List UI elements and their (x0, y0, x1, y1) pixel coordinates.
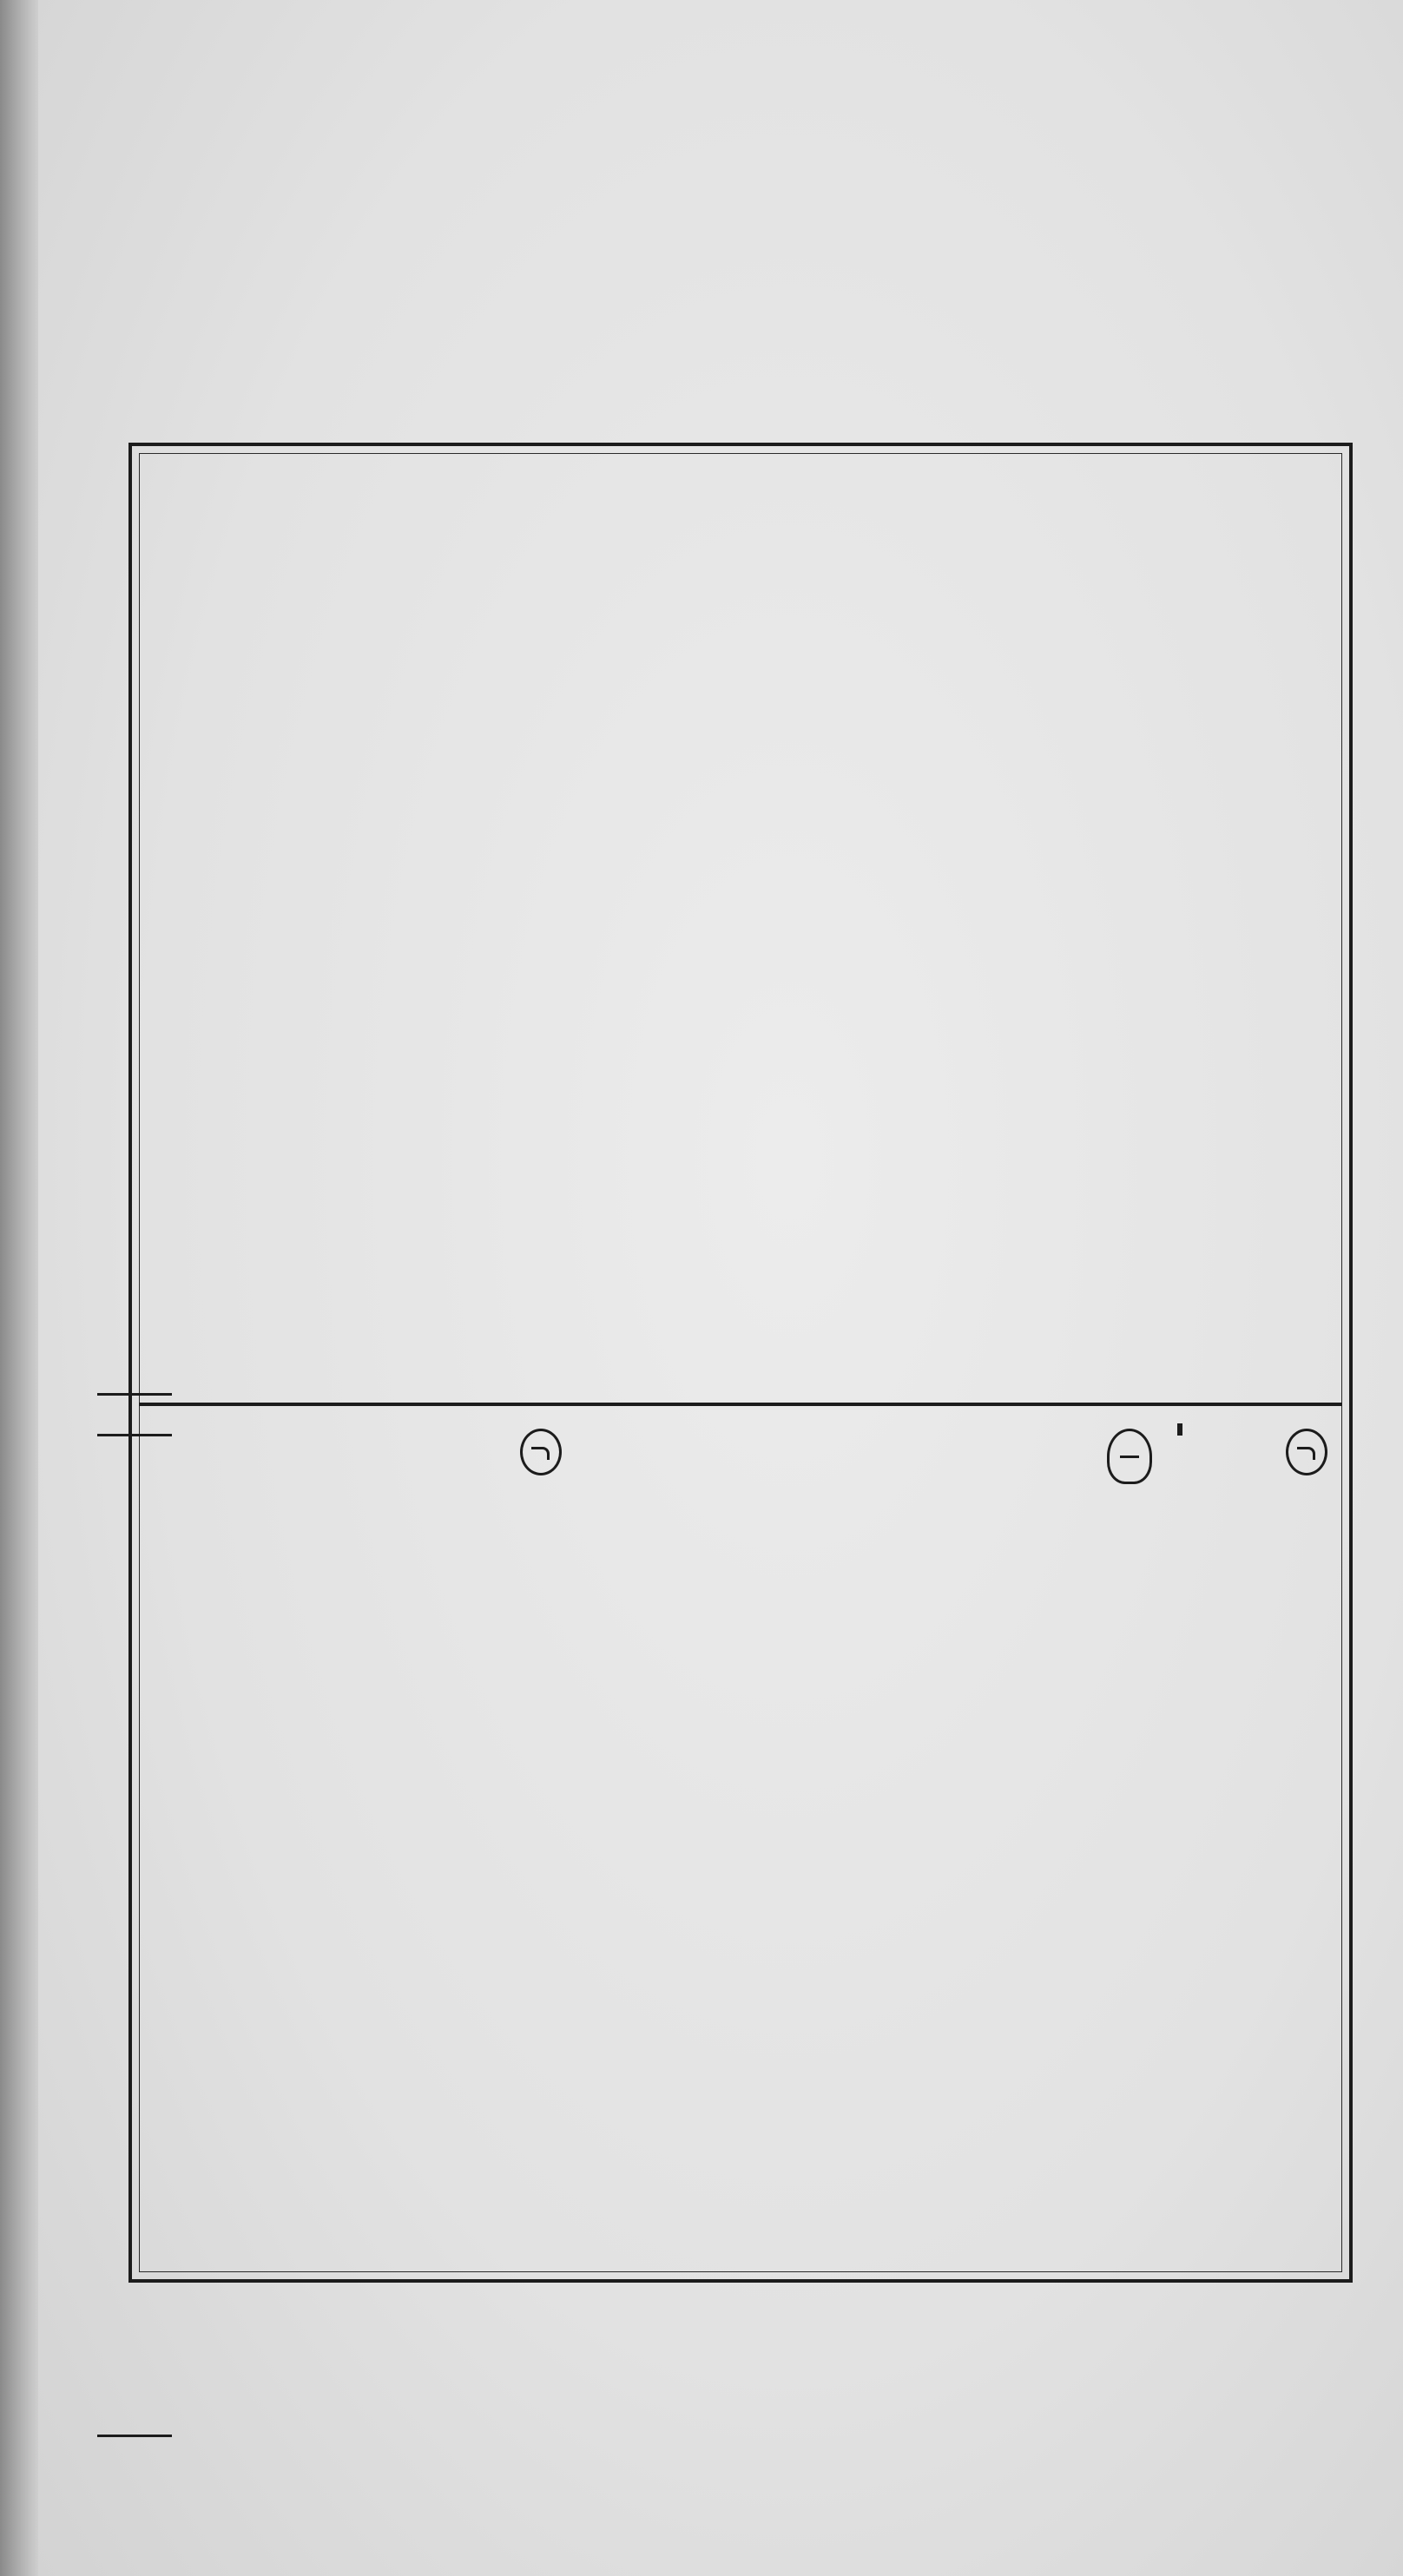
entry-col-8 (514, 1423, 568, 2257)
bottom-entry-block (155, 1423, 1335, 2265)
yi-zheng-stamp (1177, 1423, 1182, 1436)
book-binding-edge (0, 0, 38, 2576)
gouduo-col-3 (399, 1423, 432, 2257)
commentary-col-b3 (986, 1423, 1019, 2257)
section-divider (139, 1403, 1342, 1406)
commentary-col-b1 (1063, 1423, 1096, 2257)
commentary-col-a3 (1163, 1423, 1196, 2257)
gouduo-col-2 (438, 1423, 471, 2257)
seal-ri-glyph (1107, 1429, 1152, 1484)
running-head-column (45, 451, 128, 2291)
seal-gu-wen-glyph (520, 1429, 562, 1475)
entry-col-2 (868, 1423, 922, 2257)
entry-col-1 (927, 1423, 981, 2257)
commentary-col-a2 (1202, 1423, 1235, 2257)
entry-col-4 (750, 1423, 804, 2257)
main-entry-column (1101, 1423, 1158, 2257)
judu-col-2 (281, 1423, 335, 2257)
judu-col-3 (222, 1423, 276, 2257)
judu-col-4 (163, 1423, 217, 2257)
commentary-col-a1 (1240, 1423, 1273, 2257)
book-title (63, 451, 123, 1371)
entry-col-3 (809, 1423, 863, 2257)
commentary-col-b2 (1024, 1423, 1057, 2257)
entry-col-5 (691, 1423, 745, 2257)
page-number-separator (97, 2435, 172, 2472)
gouduo-col-1 (476, 1423, 509, 2257)
judu-col-1 (340, 1423, 394, 2257)
entry-heading-column (1278, 1423, 1335, 2257)
top-commentary-block (155, 469, 1335, 1389)
seal-yi-glyph (1286, 1429, 1327, 1475)
entry-col-7 (573, 1423, 627, 2257)
entry-col-6 (632, 1423, 686, 2257)
